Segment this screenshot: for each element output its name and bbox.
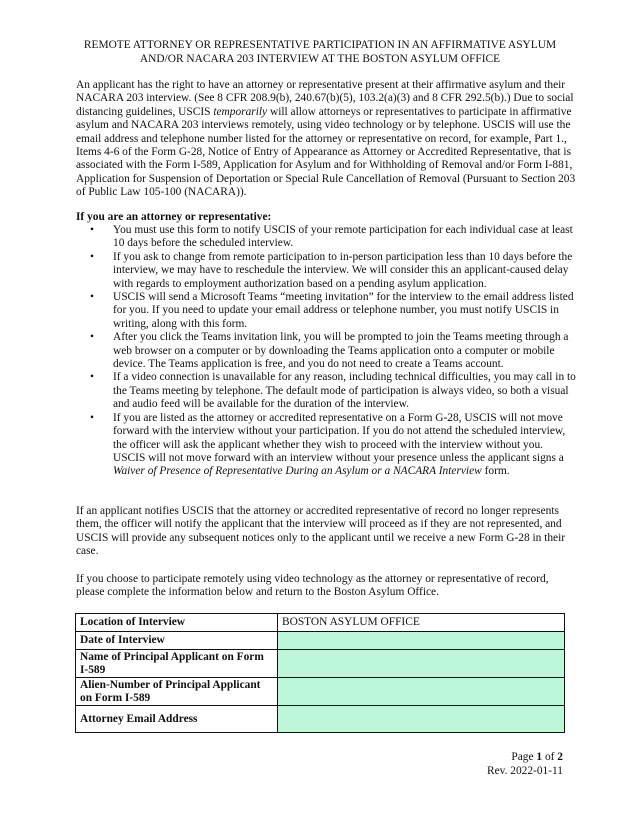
bullet-text: If you are listed as the attorney or accredited representative on a Form G-28, USCIS will not move forward with the interview without your participation. If you do not attend the scheduled interview, the officer will ask the applicant whether they wish to proceed with the interview without you. USCIS will not move forward with an interview without your presence unless the applicant signs a (113, 411, 566, 464)
bullet-icon: • (90, 224, 94, 236)
bullet-icon: • (90, 371, 94, 384)
attorney-email-field[interactable] (278, 706, 565, 733)
page-footer (487, 751, 563, 778)
table-row-location (76, 614, 565, 632)
bullet-item (76, 412, 576, 479)
attorney-bullet-list (76, 224, 576, 479)
intro-emphasis: temporarily (213, 105, 268, 118)
bullet-icon: • (90, 250, 94, 263)
bullet-text: You must use this form to notify USCIS of your remote participation for each individual case at least 10 days before the scheduled interview. (113, 224, 573, 250)
applicant-name-label: Name of Principal Applicant on Form I-589 (76, 650, 278, 678)
bullet-item (76, 331, 576, 371)
attorney-heading: If you are an attorney or representative: (76, 211, 272, 223)
page-current: 1 (536, 751, 543, 763)
page-prefix: Page (511, 751, 537, 763)
bullet-item (76, 371, 576, 411)
table-row-date (76, 632, 565, 650)
date-label: Date of Interview (76, 632, 278, 650)
withdrawal-paragraph: If an applicant notifies USCIS that the attorney or accredited representative of record no longer represents them, the officer will notify the applicant that the interview will proceed as if they are not represented, and USCIS will provide any subsequent notices only to the applicant until we receive a new Form G-28 in their case. (76, 505, 566, 558)
alien-number-label: Alien-Number of Principal Applicant on Form I-589 (76, 678, 278, 706)
bullet-text: After you click the Teams invitation link, you will be prompted to join the Teams meeting through a web browser on a computer or by downloading the Teams application onto a computer or mobile device. The Teams application is free, and you do not need to create a Teams account. (113, 331, 569, 371)
bullet-item (76, 251, 576, 291)
page-total: 2 (557, 751, 563, 763)
bullet-text: If you ask to change from remote participation to in-person participation less than 10 days before the interview, we may have to reschedule the interview. We will consider this an applicant-caused delay with regards to employment authorization based on a pending asylum application. (113, 250, 573, 290)
bullet-text: If a video connection is unavailable for any reason, including technical difficulties, you may call in to the Teams meeting by telephone. The default mode of participation is always video, so both a visual and audio feed will be available for the duration of the interview. (113, 371, 576, 411)
bullet-icon: • (90, 291, 94, 304)
table-row-applicant-name (76, 650, 565, 678)
location-value: BOSTON ASYLUM OFFICE (278, 614, 565, 632)
bullet-item (76, 224, 576, 251)
intro-text-1: An applicant has the right to have an attorney or representative present at their affirmative asylum and their NACARA 203 interview. (See 8 CFR 208.9(b), 240.67(b)(5), 103.2(a)(3) and 8 CFR 292.5(b).) Due to social distancing guidelines, USCIS (76, 79, 574, 118)
location-label: Location of Interview (76, 614, 278, 632)
bullet-icon: • (90, 331, 94, 344)
intro-paragraph (76, 79, 576, 200)
title-line-2: AND/OR NACARA 203 INTERVIEW AT THE BOSTON ASYLUM OFFICE (139, 53, 501, 65)
table-row-alien-number (76, 678, 565, 706)
bullet-text-end: form. (481, 465, 510, 478)
date-of-interview-field[interactable] (278, 632, 565, 650)
bullet-text: USCIS will send a Microsoft Teams “meeting invitation” for the interview to the email address listed for you. If you need to update your email address or telephone number, you must notify USCIS in writing, along with this form. (113, 291, 574, 330)
revision-date: Rev. 2022-01-11 (486, 764, 563, 777)
instructions-paragraph: If you choose to participate remotely using video technology as the attorney or representative of record, please complete the information below and return to the Boston Asylum Office. (76, 573, 549, 599)
bullet-icon: • (90, 411, 94, 424)
applicant-name-field[interactable] (278, 650, 565, 678)
bullet-item (76, 291, 576, 331)
title-line-1: REMOTE ATTORNEY OR REPRESENTATIVE PARTICIPATION IN AN AFFIRMATIVE ASYLUM (83, 39, 557, 51)
intro-text-2: will allow attorneys or representatives to participate in affirmative asylum and NACARA 203 interviews remotely, using video technology or by telephone. USCIS will use the email address and telephone number listed for the attorney or representative on record, for example, Part 1., Items 4-6 of the Form G-28, Notice of Entry of Appearance as Attorney or Accredited Representative, that is associated with the Form I-589, Application for Asylum and for Withholding of Removal and/or Form I-881, Application for Suspension of Deportation or Special Rule Cancellation of Removal (Pursuant to Section 203 of Public Law 105-100 (NACARA)). (76, 105, 576, 199)
page-of: of (542, 751, 558, 763)
attorney-email-label: Attorney Email Address (76, 706, 278, 733)
document-title (40, 38, 600, 66)
page-number (487, 751, 563, 765)
interview-info-table (75, 613, 565, 733)
alien-number-field[interactable] (278, 678, 565, 706)
table-row-attorney-email (76, 706, 565, 733)
waiver-form-name: Waiver of Presence of Representative During an Asylum or a NACARA Interview (113, 465, 482, 478)
